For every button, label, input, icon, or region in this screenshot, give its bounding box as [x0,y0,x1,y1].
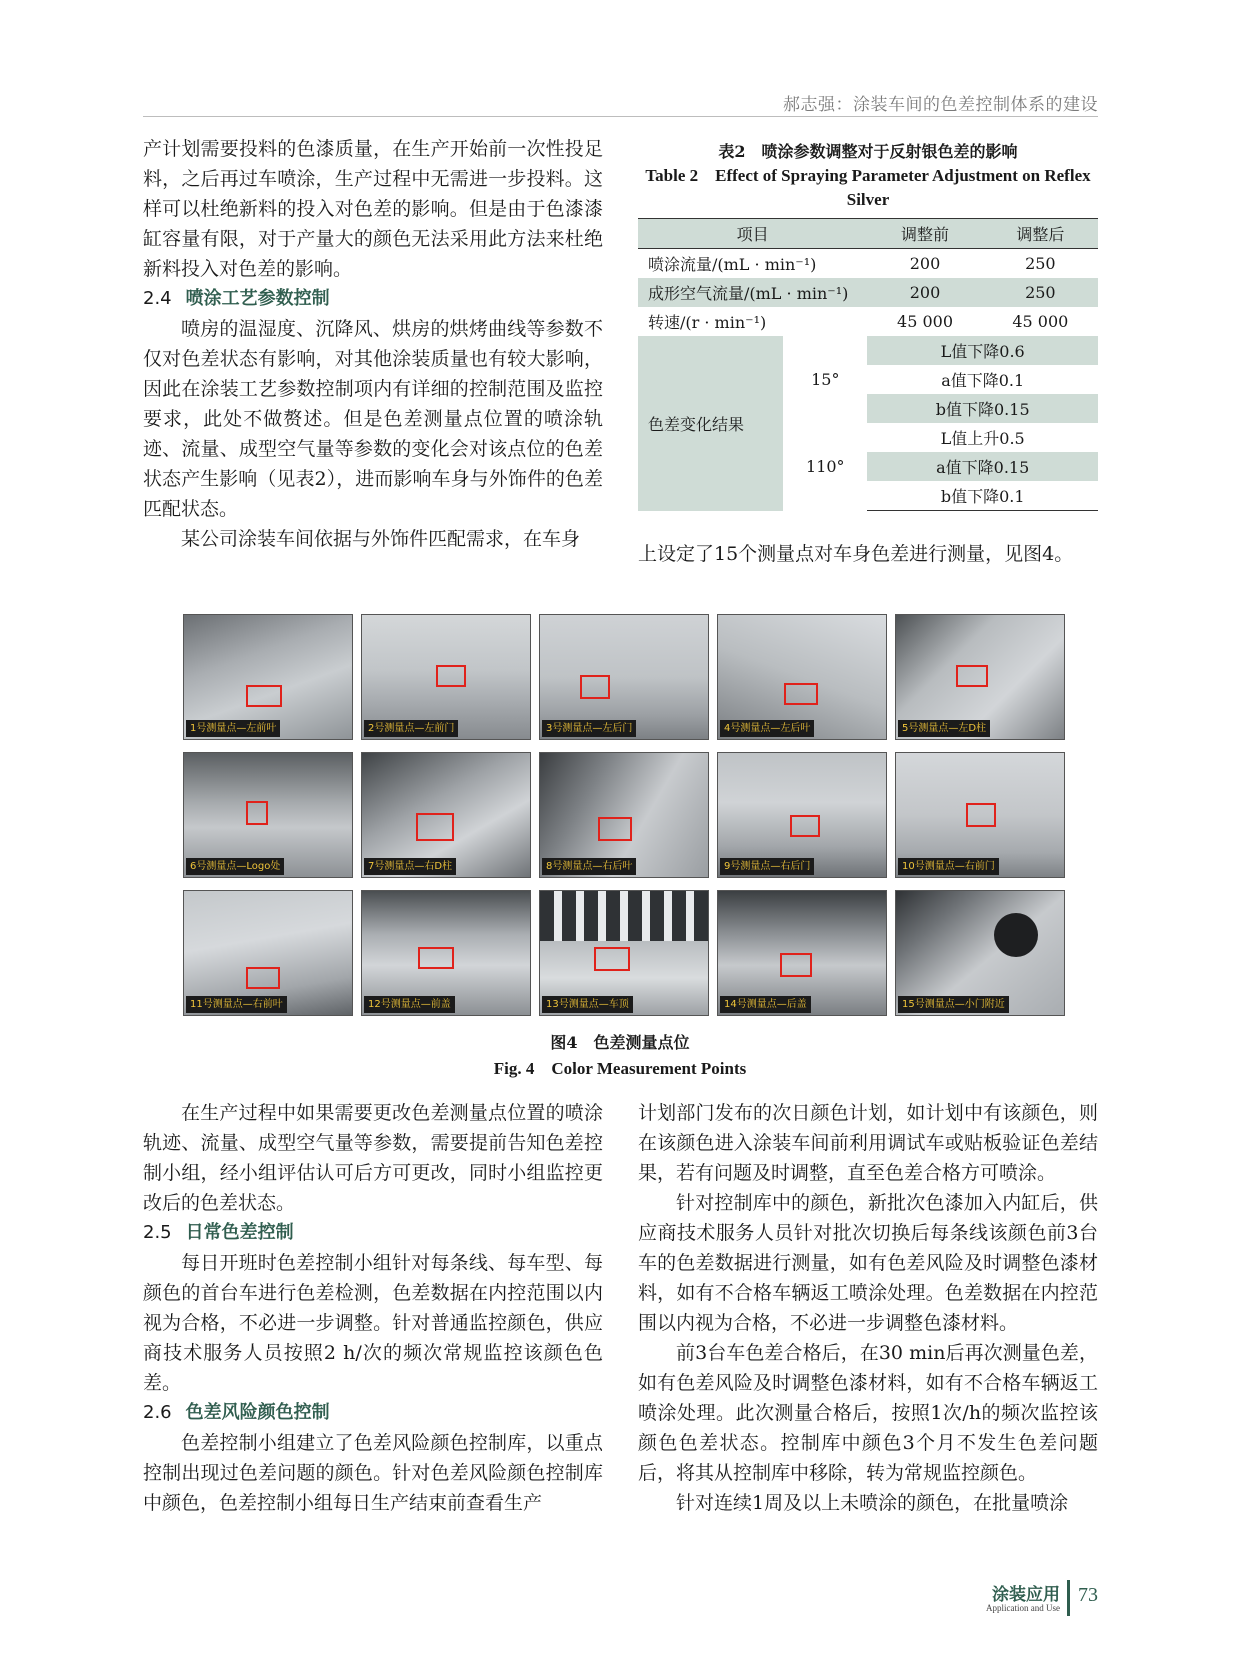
figure-caption-en: Fig. 4 Color Measurement Points [493,1059,747,1078]
photo-caption: 11号测量点—右前叶 [186,996,287,1013]
section-heading-2-6 [143,1398,603,1428]
photo-caption: 7号测量点—右D柱 [364,858,456,875]
table-2 [638,218,1098,511]
table-cell: L值上升0.5 [940,429,1025,448]
section-title: 色差风险颜色控制 [185,1402,330,1423]
section-number: 2.4 [143,288,172,309]
table-cell: 转速/(r · min⁻¹) [648,313,767,332]
photo-point-9 [717,752,887,878]
photo-point-14 [717,890,887,1016]
photo-caption: 9号测量点—右后门 [720,858,814,875]
table-cell: 喷涂流量/(mL · min⁻¹) [648,255,817,274]
paragraph: 计划部门发布的次日颜色计划，如计划中有该颜色，则在该颜色进入涂装车间前利用调试车或贴板验证色差结果，若有问题及时调整，直至色差合格方可喷涂。 [638,1102,1098,1184]
footer-journal-section-en: Application and Use [986,1603,1060,1613]
table-cell: b值下降0.1 [867,481,1098,511]
figure-4-grid [183,614,1065,1014]
table-header-cell: 调整前 [867,219,982,249]
footer-divider [1067,1580,1070,1616]
photo-caption: 15号测量点—小门附近 [898,996,1009,1013]
table-cell: b值下降0.15 [867,394,1098,423]
photo-point-13 [539,890,709,1016]
paragraph: 针对控制库中的颜色，新批次色漆加入内缸后，供应商技术服务人员针对批次切换后每条线该颜色前3台车的色差数据进行测量，如有色差风险及时调整色漆材料，如有不合格车辆返工喷涂处理。色差数据在内控范围以内视为合格，不必进一步调整色漆材料。 [638,1192,1098,1334]
photo-point-2 [361,614,531,740]
table-cell: 250 [1025,283,1056,302]
photo-point-10 [895,752,1065,878]
left-column-top [143,134,603,554]
photo-caption: 13号测量点—车顶 [542,996,633,1013]
photo-caption: 8号测量点—右后叶 [542,858,636,875]
paragraph: 产计划需要投料的色漆质量，在生产开始前一次性投足料，之后再过车喷涂，生产过程中无需进一步投料。这样可以杜绝新料的投入对色差的影响。但是由于色漆漆缸容量有限，对于产量大的颜色无法采用此方法来杜绝新料投入对色差的影响。 [143,138,603,280]
section-number: 2.6 [143,1402,172,1423]
paragraph: 每日开班时色差控制小组针对每条线、每车型、每颜色的首台车进行色差检测，色差数据在内控范围以内视为合格，不必进一步调整。针对普通监控颜色，供应商技术服务人员按照2 h/次的频次常规监控该颜色色差。 [143,1252,603,1394]
table-row [638,307,1098,336]
photo-caption: 12号测量点—前盖 [364,996,455,1013]
table-row [638,336,1098,365]
table-cell: 45 000 [897,312,954,331]
paragraph: 色差控制小组建立了色差风险颜色控制库，以重点控制出现过色差问题的颜色。针对色差风险颜色控制库中颜色，色差控制小组每日生产结束前查看生产 [143,1432,603,1514]
section-heading-2-4 [143,284,603,314]
photo-point-5 [895,614,1065,740]
section-number: 2.5 [143,1222,172,1243]
photo-point-4 [717,614,887,740]
table-row [638,249,1098,279]
table-header-cell: 调整后 [983,219,1098,249]
photo-point-1 [183,614,353,740]
photo-point-6 [183,752,353,878]
photo-caption: 5号测量点—左D柱 [898,720,990,737]
table-cell: L值下降0.6 [867,336,1098,365]
photo-caption: 4号测量点—左后叶 [720,720,814,737]
header-divider [143,116,1098,117]
paragraph: 喷房的温湿度、沉降风、烘房的烘烤曲线等参数不仅对色差状态有影响，对其他涂装质量也有较大影响，因此在涂装工艺参数控制项内有详细的控制范围及监控要求，此处不做赘述。但是色差测量点位置的喷涂轨迹、流量、成型空气量等参数的变化会对该点位的色差状态产生影响（见表2），进而影响车身与外饰件的色差匹配状态。 [143,318,603,520]
photo-point-11 [183,890,353,1016]
table-cell-angle: 110° [806,457,845,477]
photo-caption: 14号测量点—后盖 [720,996,811,1013]
table-cell: 250 [1025,254,1056,273]
table-caption-en: Table 2 Effect of Spraying Parameter Adjustment on Reflex Silver [645,166,1091,209]
table-row [638,278,1098,307]
photo-point-12 [361,890,531,1016]
table-cell: 45 000 [1012,312,1069,331]
paragraph: 上设定了15个测量点对车身色差进行测量，见图4。 [638,543,1074,565]
table-caption [638,140,1098,212]
footer-journal-section: 涂装应用 [992,1585,1060,1605]
table-header-cell: 项目 [638,219,867,249]
photo-caption: 3号测量点—左后门 [542,720,636,737]
section-heading-2-5 [143,1218,603,1248]
table-cell-angle: 15° [811,370,840,389]
paragraph: 某公司涂装车间依据与外饰件匹配需求，在车身 [181,528,581,550]
photo-caption: 6号测量点—Logo处 [186,858,284,875]
table-cell: 200 [909,254,941,273]
photo-point-3 [539,614,709,740]
table-cell-result-label: 色差变化结果 [638,336,783,511]
table-header-row [638,219,1098,249]
figure-caption-cn: 图4 色差测量点位 [550,1033,690,1052]
paragraph: 前3台车色差合格后，在30 min后再次测量色差，如有色差风险及时调整色漆材料，如有不合格车辆返工喷涂处理。此次测量合格后，按照1次/h的频次监控该颜色色差状态。控制库中颜色3个月不发生色差问题后，将其从控制库中移除，转为常规监控颜色。 [638,1342,1098,1484]
table-caption-cn: 表2 喷涂参数调整对于反射银色差的影响 [718,142,1018,161]
photo-point-8 [539,752,709,878]
photo-caption: 2号测量点—左前门 [364,720,458,737]
paragraph: 针对连续1周及以上未喷涂的颜色，在批量喷涂 [676,1492,1069,1514]
right-column-bottom [638,1098,1098,1518]
section-title: 喷涂工艺参数控制 [185,288,330,309]
section-title: 日常色差控制 [185,1222,294,1243]
running-header: 郝志强：涂装车间的色差控制体系的建设 [783,95,1098,115]
table-cell: a值下降0.1 [941,371,1025,390]
page-number: 73 [1078,1584,1098,1606]
table-cell: 成形空气流量/(mL · min⁻¹) [648,284,849,303]
photo-point-15 [895,890,1065,1016]
photo-caption: 10号测量点—右前门 [898,858,999,875]
table-cell: 200 [909,283,941,302]
table-cell: a值下降0.15 [867,452,1098,481]
paragraph: 在生产过程中如果需要更改色差测量点位置的喷涂轨迹、流量、成型空气量等参数，需要提前告知色差控制小组，经小组评估认可后方可更改，同时小组监控更改后的色差状态。 [143,1102,603,1214]
photo-point-7 [361,752,531,878]
right-column-top-text [638,539,1098,569]
left-column-bottom [143,1098,603,1518]
photo-caption: 1号测量点—左前叶 [186,720,280,737]
